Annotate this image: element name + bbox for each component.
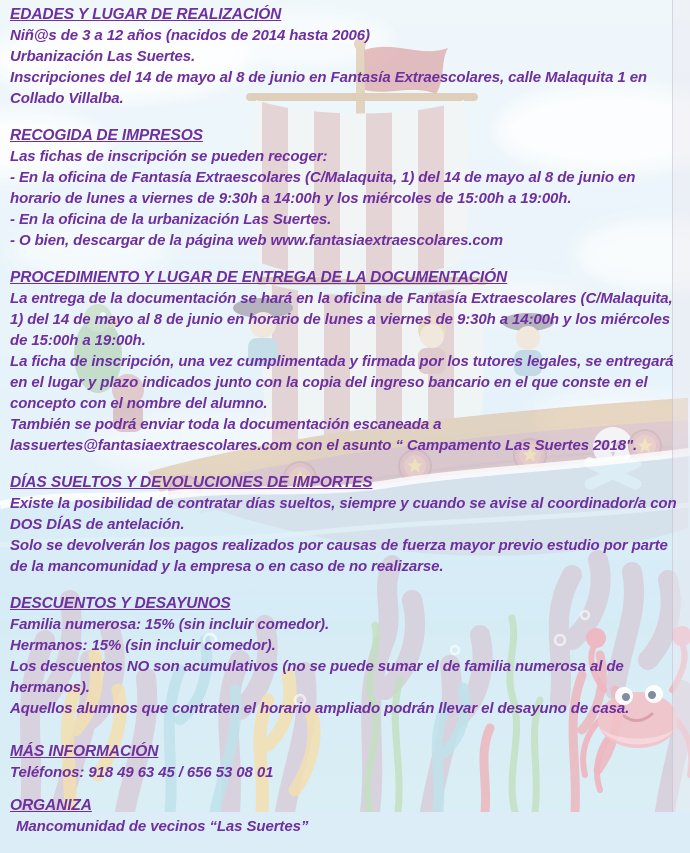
paragraph: Existe la posibilidad de contratar días sueltos, siempre y cuando se avise al coordinador/a con DOS DÍAS de antelación. <box>10 495 677 533</box>
section-mas-informacion <box>10 741 678 783</box>
section-recogida <box>10 125 678 251</box>
paragraph: La ficha de inscripción, una vez cumplimentada y firmada por los tutores legales, se entregará en el lugar y plazo indicados junto con la copia del ingreso bancario en el que conste en el concepto con el nombre del alumno. <box>10 353 674 412</box>
paragraph: La entrega de la documentación se hará en la oficina de Fantasía Extraescolares (C/Malaquita, 1) del 14 de mayo al 8 de junio en horario de lunes a viernes de 9:30h a 14:00h y los miércoles de 15:00h a 19:00h. <box>10 290 673 349</box>
paragraph website-line: - O bien, descargar de la página web www.fantasiaextraescolares.com <box>10 232 503 249</box>
section-heading: PROCEDIMIENTO Y LUGAR DE ENTREGA DE LA DOCUMENTACIÓN <box>10 269 508 286</box>
section-organiza <box>10 795 678 837</box>
paragraph: - En la oficina de Fantasía Extraescolares (C/Malaquita, 1) del 14 de mayo al 8 de junio en horario de lunes a viernes de 9:30h a 14:00h y los miércoles de 15:00h a 19:00h. <box>10 169 636 207</box>
section-heading: DESCUENTOS Y DESAYUNOS <box>10 595 231 612</box>
paragraph: Solo se devolverán los pagos realizados por causas de fuerza mayor previo estudio por parte de la mancomunidad y la empresa o en caso de no realizarse. <box>10 537 668 575</box>
section-procedimiento <box>10 267 678 456</box>
paragraph: Inscripciones del 14 de mayo al 8 de junio en Fantasía Extraescolares, calle Malaquita 1 en Collado Villalba. <box>10 69 647 107</box>
paragraph: Familia numerosa: 15% (sin incluir comedor). <box>10 616 330 633</box>
paragraph organizer-line: Mancomunidad de vecinos “Las Suertes” <box>16 818 309 835</box>
section-dias-sueltos <box>10 472 678 577</box>
paragraph: Hermanos: 15% (sin incluir comedor). <box>10 637 276 654</box>
section-heading: ORGANIZA <box>10 797 92 814</box>
section-heading: EDADES Y LUGAR DE REALIZACIÓN <box>10 6 282 23</box>
paragraph phone-line: Teléfonos: 918 49 63 45 / 656 53 08 01 <box>10 764 274 781</box>
section-descuentos <box>10 593 678 719</box>
paragraph: Urbanización Las Suertes. <box>10 48 196 65</box>
section-heading: DÍAS SUELTOS Y DEVOLUCIONES DE IMPORTES <box>10 474 373 491</box>
paragraph: - En la oficina de la urbanización Las Suertes. <box>10 211 332 228</box>
section-heading: RECOGIDA DE IMPRESOS <box>10 127 203 144</box>
paragraph: Los descuentos NO son acumulativos (no se puede sumar el de familia numerosa al de hermanos). <box>10 658 624 696</box>
paragraph email-line: También se podrá enviar toda la documentación escaneada a lassuertes@fantasiaextraescolares.com con el asunto “ Campamento Las Suertes 2018". <box>10 416 638 454</box>
paragraph: Niñ@s de 3 a 12 años (nacidos de 2014 hasta 2006) <box>10 27 370 44</box>
section-heading: MÁS INFORMACIÓN <box>10 743 159 760</box>
paragraph: Aquellos alumnos que contraten el horario ampliado podrán llevar el desayuno de casa. <box>10 700 630 717</box>
paragraph: Las fichas de inscripción se pueden recoger: <box>10 148 328 165</box>
section-edades <box>10 4 678 109</box>
flyer-text <box>10 0 678 853</box>
